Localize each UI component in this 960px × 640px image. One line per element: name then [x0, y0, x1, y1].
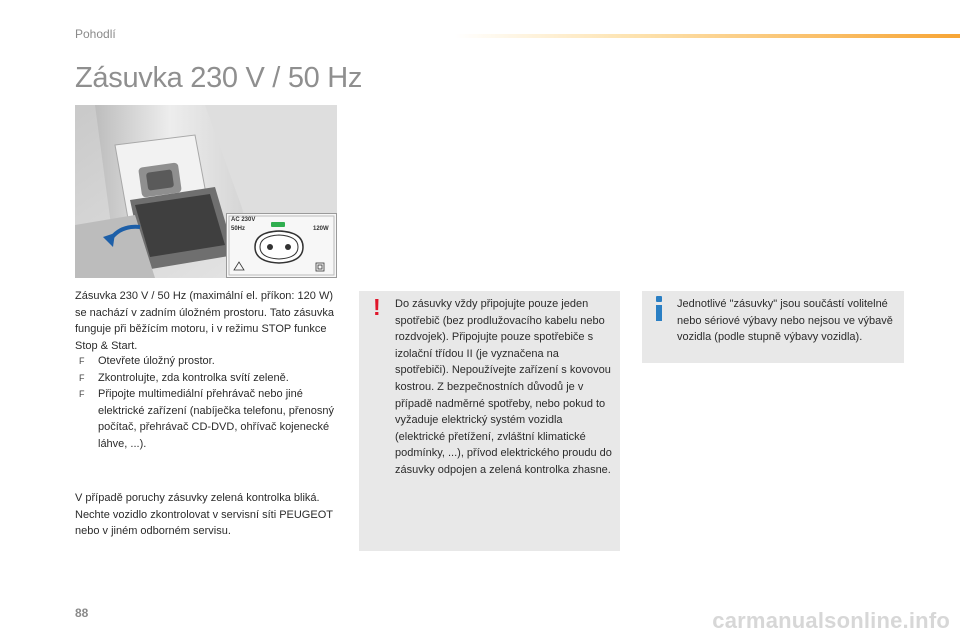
- step-bullet-icon: F: [79, 389, 85, 400]
- header-rule: [455, 34, 960, 38]
- warning-text: Do zásuvky vždy připojujte pouze jeden spotřebič (bez prodlužovacího kabelu nebo rozdvojek). Připojujte pouze spotřebiče s izolační třídou II (je vyznačena na spotřebiči). Nepoužívejte zařízení s kovovou kostrou. Z bezpečnostních důvodů je v případě nadměrné spotřeby, nebo pokud to vyžaduje elektrický systém vozidla (elektrické přetížení, zvláštní klimatické podmínky, ...), přívod elektrického proudu do zásuvky odpojen a zelená kontrolka zhasne.: [395, 298, 612, 476]
- fault-paragraph: V případě poruchy zásuvky zelená kontrolka bliká. Nechte vozidlo zkontrolovat v servisní síti PEUGEOT nebo v jiném odborném servisu.: [75, 492, 333, 538]
- page-number: 88: [75, 606, 89, 620]
- watermark: carmanualsonline.info: [712, 608, 950, 633]
- socket-hz-label: 50Hz: [231, 226, 246, 232]
- list-item: F Připojte multimediální přehrávač nebo jiné elektrické zařízení (nabíječka telefonu, přenosný počítač, přehrávač CD-DVD, ohřívač kojenecké láhve, ...).: [79, 388, 335, 450]
- green-led-icon: [271, 222, 285, 227]
- section-label: Pohodlí: [75, 27, 116, 41]
- page-title: Zásuvka 230 V / 50 Hz: [75, 62, 363, 94]
- socket-watt-label: 120W: [313, 226, 329, 232]
- list-item: F Zkontrolujte, zda kontrolka svítí zeleně.: [75, 370, 347, 387]
- warning-icon: !: [373, 294, 381, 320]
- steps-list: [75, 353, 347, 453]
- info-icon: [655, 296, 663, 322]
- intro-paragraph: Zásuvka 230 V / 50 Hz (maximální el. příkon: 120 W) se nachází v zadním úložném prostoru. Tato zásuvka funguje při běžícím motoru, i v režimu STOP funkce Stop & Start.: [75, 290, 335, 352]
- socket-diagram: [226, 213, 337, 278]
- info-text: Jednotlivé "zásuvky" jsou součástí volitelné nebo sériové výbavy nebo nejsou ve výbavě vozidla (podle stupně výbavy vozidla).: [677, 298, 893, 344]
- step-bullet-icon: F: [79, 356, 85, 366]
- step-bullet-icon: F: [79, 372, 85, 383]
- socket-ac-label: AC 230V: [231, 217, 256, 223]
- list-item: F Otevřete úložný prostor.: [75, 353, 347, 370]
